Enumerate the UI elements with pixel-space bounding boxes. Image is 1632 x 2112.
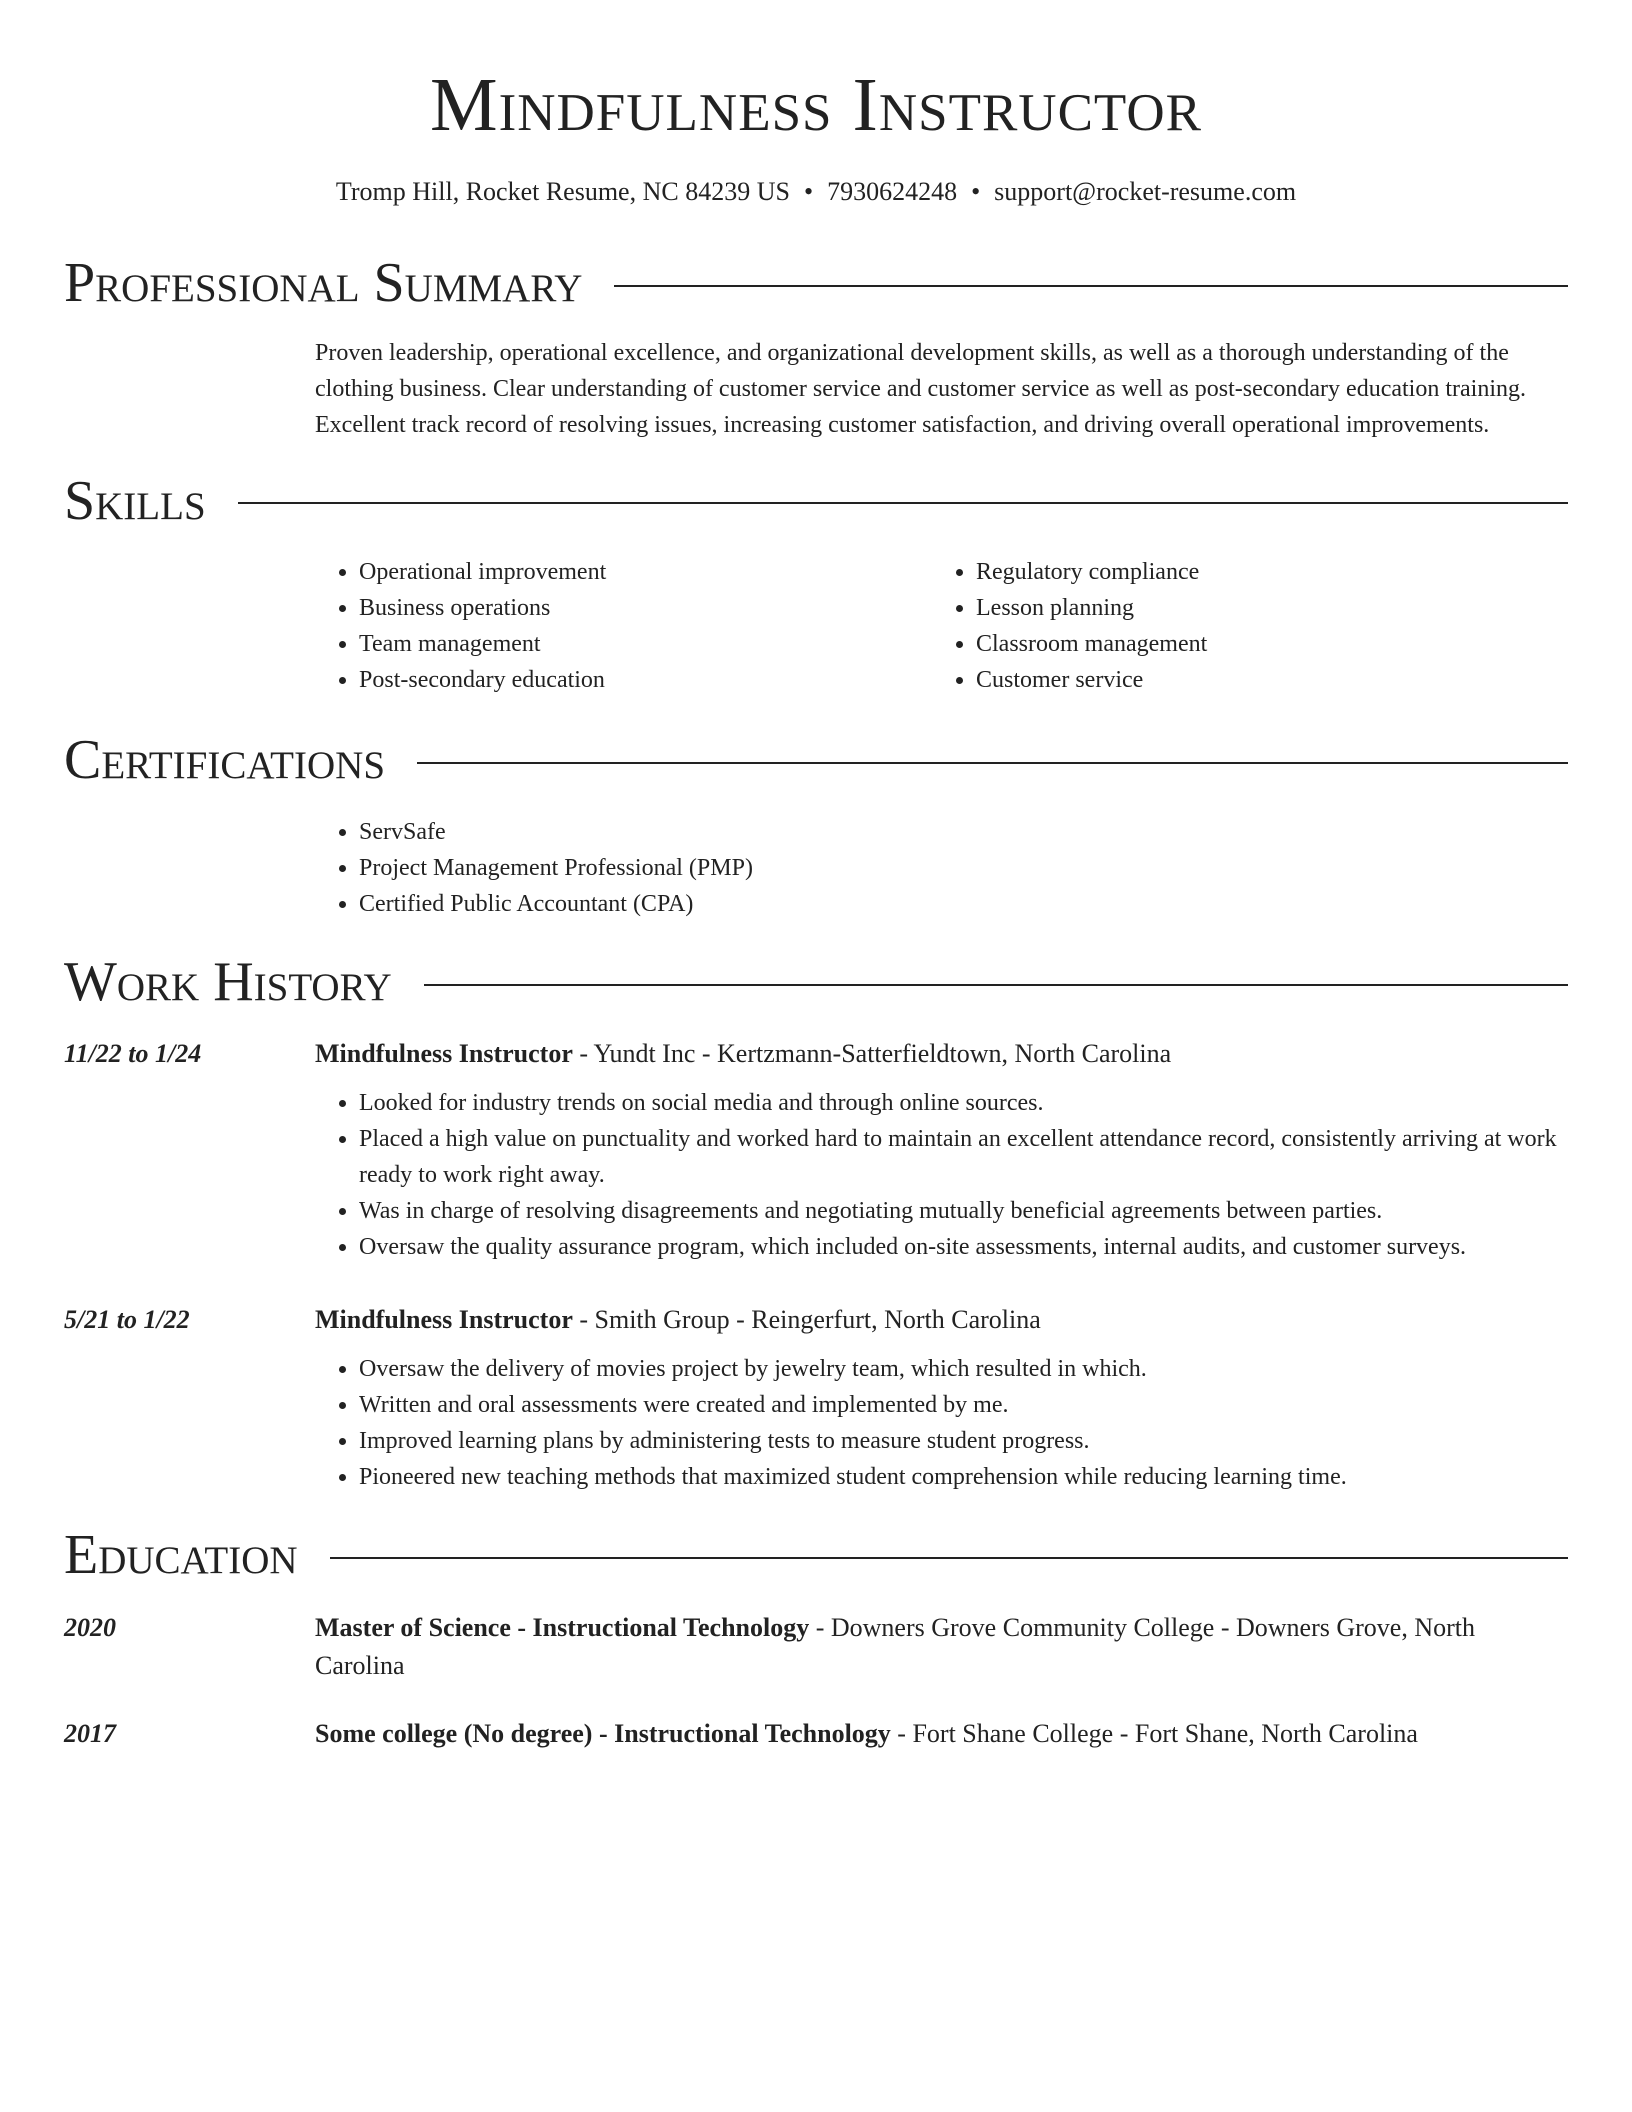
contact-separator: •	[971, 177, 981, 207]
job-role: Mindfulness Instructor	[315, 1305, 573, 1335]
resume-name: Mindfulness Instructor	[430, 63, 1202, 147]
skill-item: • Team management	[359, 626, 932, 662]
job-bullet: • Was in charge of resolving disagreements and negotiating mutually beneficial agreements between parties.	[359, 1193, 1568, 1229]
certification-item: • ServSafe	[359, 814, 1568, 850]
job-details	[315, 1301, 1568, 1495]
job-bullet: • Oversaw the quality assurance program, which included on-site assessments, internal audits, and customer surveys.	[359, 1229, 1568, 1265]
contact-phone: 7930624248	[827, 177, 958, 207]
skills-grid	[315, 554, 1568, 698]
skills-list-left	[315, 554, 932, 698]
section-divider	[330, 1557, 1568, 1559]
education-entry	[64, 1715, 1568, 1753]
section-title-certifications: Certifications	[64, 729, 386, 792]
skills-list-right	[932, 554, 1549, 698]
certifications-list	[315, 814, 1568, 922]
section-title-summary: Professional Summary	[64, 251, 583, 314]
job-dates: 5/21 to 1/22	[64, 1305, 190, 1335]
skill-item: • Business operations	[359, 590, 932, 626]
job-role: Mindfulness Instructor	[315, 1039, 573, 1069]
job-heading	[315, 1035, 1568, 1073]
education-school-location: - Downers Grove Community College - Downers Grove, North Carolina	[315, 1612, 1475, 1680]
education-school-location: - Fort Shane College - Fort Shane, North Carolina	[890, 1718, 1418, 1748]
job-bullet: • Looked for industry trends on social media and through online sources.	[359, 1085, 1568, 1121]
job-entry	[64, 1035, 1568, 1265]
contact-line	[64, 175, 1568, 209]
section-header	[64, 730, 1568, 792]
section-divider	[238, 502, 1568, 504]
job-bullet: • Written and oral assessments were created and implemented by me.	[359, 1387, 1568, 1423]
skill-item: • Lesson planning	[976, 590, 1549, 626]
job-bullets	[315, 1351, 1568, 1495]
skill-item: • Regulatory compliance	[976, 554, 1549, 590]
contact-email: support@rocket-resume.com	[994, 177, 1297, 207]
job-bullet: • Improved learning plans by administering tests to measure student progress.	[359, 1423, 1568, 1459]
education-entry	[64, 1609, 1568, 1685]
section-header	[64, 952, 1568, 1014]
section-title-skills: Skills	[64, 469, 206, 532]
job-dates: 11/22 to 1/24	[64, 1039, 202, 1069]
education-heading	[315, 1715, 1568, 1753]
certifications-body	[315, 814, 1568, 922]
section-header	[64, 253, 1568, 315]
education-year: 2020	[64, 1612, 116, 1642]
education-degree: Master of Science - Instructional Technology	[315, 1612, 810, 1642]
job-entry	[64, 1301, 1568, 1495]
job-bullets	[315, 1085, 1568, 1265]
section-divider	[417, 762, 1568, 764]
job-heading	[315, 1301, 1568, 1339]
section-title-work: Work History	[64, 950, 392, 1013]
skills-column-left	[315, 554, 932, 698]
contact-separator: •	[803, 177, 814, 207]
job-company-location: - Smith Group - Reingerfurt, North Carolina	[572, 1305, 1041, 1335]
education-degree: Some college (No degree) - Instructional Technology	[315, 1718, 891, 1748]
education-heading	[315, 1609, 1568, 1685]
summary-text: Proven leadership, operational excellence, and organizational development skills, as well as a thorough understanding of the clothing business. Clear understanding of customer service and customer service as well as post-secondary education training. Excellent track record of resolving issues, increasing customer satisfaction, and driving overall operational improvements.	[315, 339, 1526, 438]
certifications-section	[64, 730, 1568, 922]
summary-body	[315, 335, 1568, 443]
section-header	[64, 1525, 1568, 1587]
section-header	[64, 471, 1568, 533]
section-divider	[424, 984, 1568, 986]
work-history-section	[64, 952, 1568, 1496]
job-company-location: - Yundt Inc - Kertzmann-Satterfieldtown, North Carolina	[572, 1039, 1172, 1069]
skills-column-right	[932, 554, 1549, 698]
contact-address: Tromp Hill, Rocket Resume, NC 84239 US	[335, 177, 790, 207]
skills-section	[64, 471, 1568, 699]
certification-item: • Project Management Professional (PMP)	[359, 850, 1568, 886]
education-details	[315, 1715, 1568, 1753]
skills-body	[315, 554, 1568, 698]
education-section	[64, 1525, 1568, 1753]
job-bullet: • Pioneered new teaching methods that maximized student comprehension while reducing learning time.	[359, 1459, 1568, 1495]
job-bullet: • Oversaw the delivery of movies project by jewelry team, which resulted in which.	[359, 1351, 1568, 1387]
skill-item: • Operational improvement	[359, 554, 932, 590]
certification-item: • Certified Public Accountant (CPA)	[359, 886, 1568, 922]
skill-item: • Customer service	[976, 662, 1549, 698]
section-title-education: Education	[64, 1524, 298, 1587]
education-year: 2017	[64, 1718, 116, 1748]
job-bullet: • Placed a high value on punctuality and worked hard to maintain an excellent attendance record, consistently arriving at work ready to work right away.	[359, 1121, 1568, 1193]
job-details	[315, 1035, 1568, 1265]
skill-item: • Classroom management	[976, 626, 1549, 662]
skill-item: • Post-secondary education	[359, 662, 932, 698]
section-divider	[614, 285, 1568, 287]
summary-section	[64, 253, 1568, 443]
education-details	[315, 1609, 1568, 1685]
